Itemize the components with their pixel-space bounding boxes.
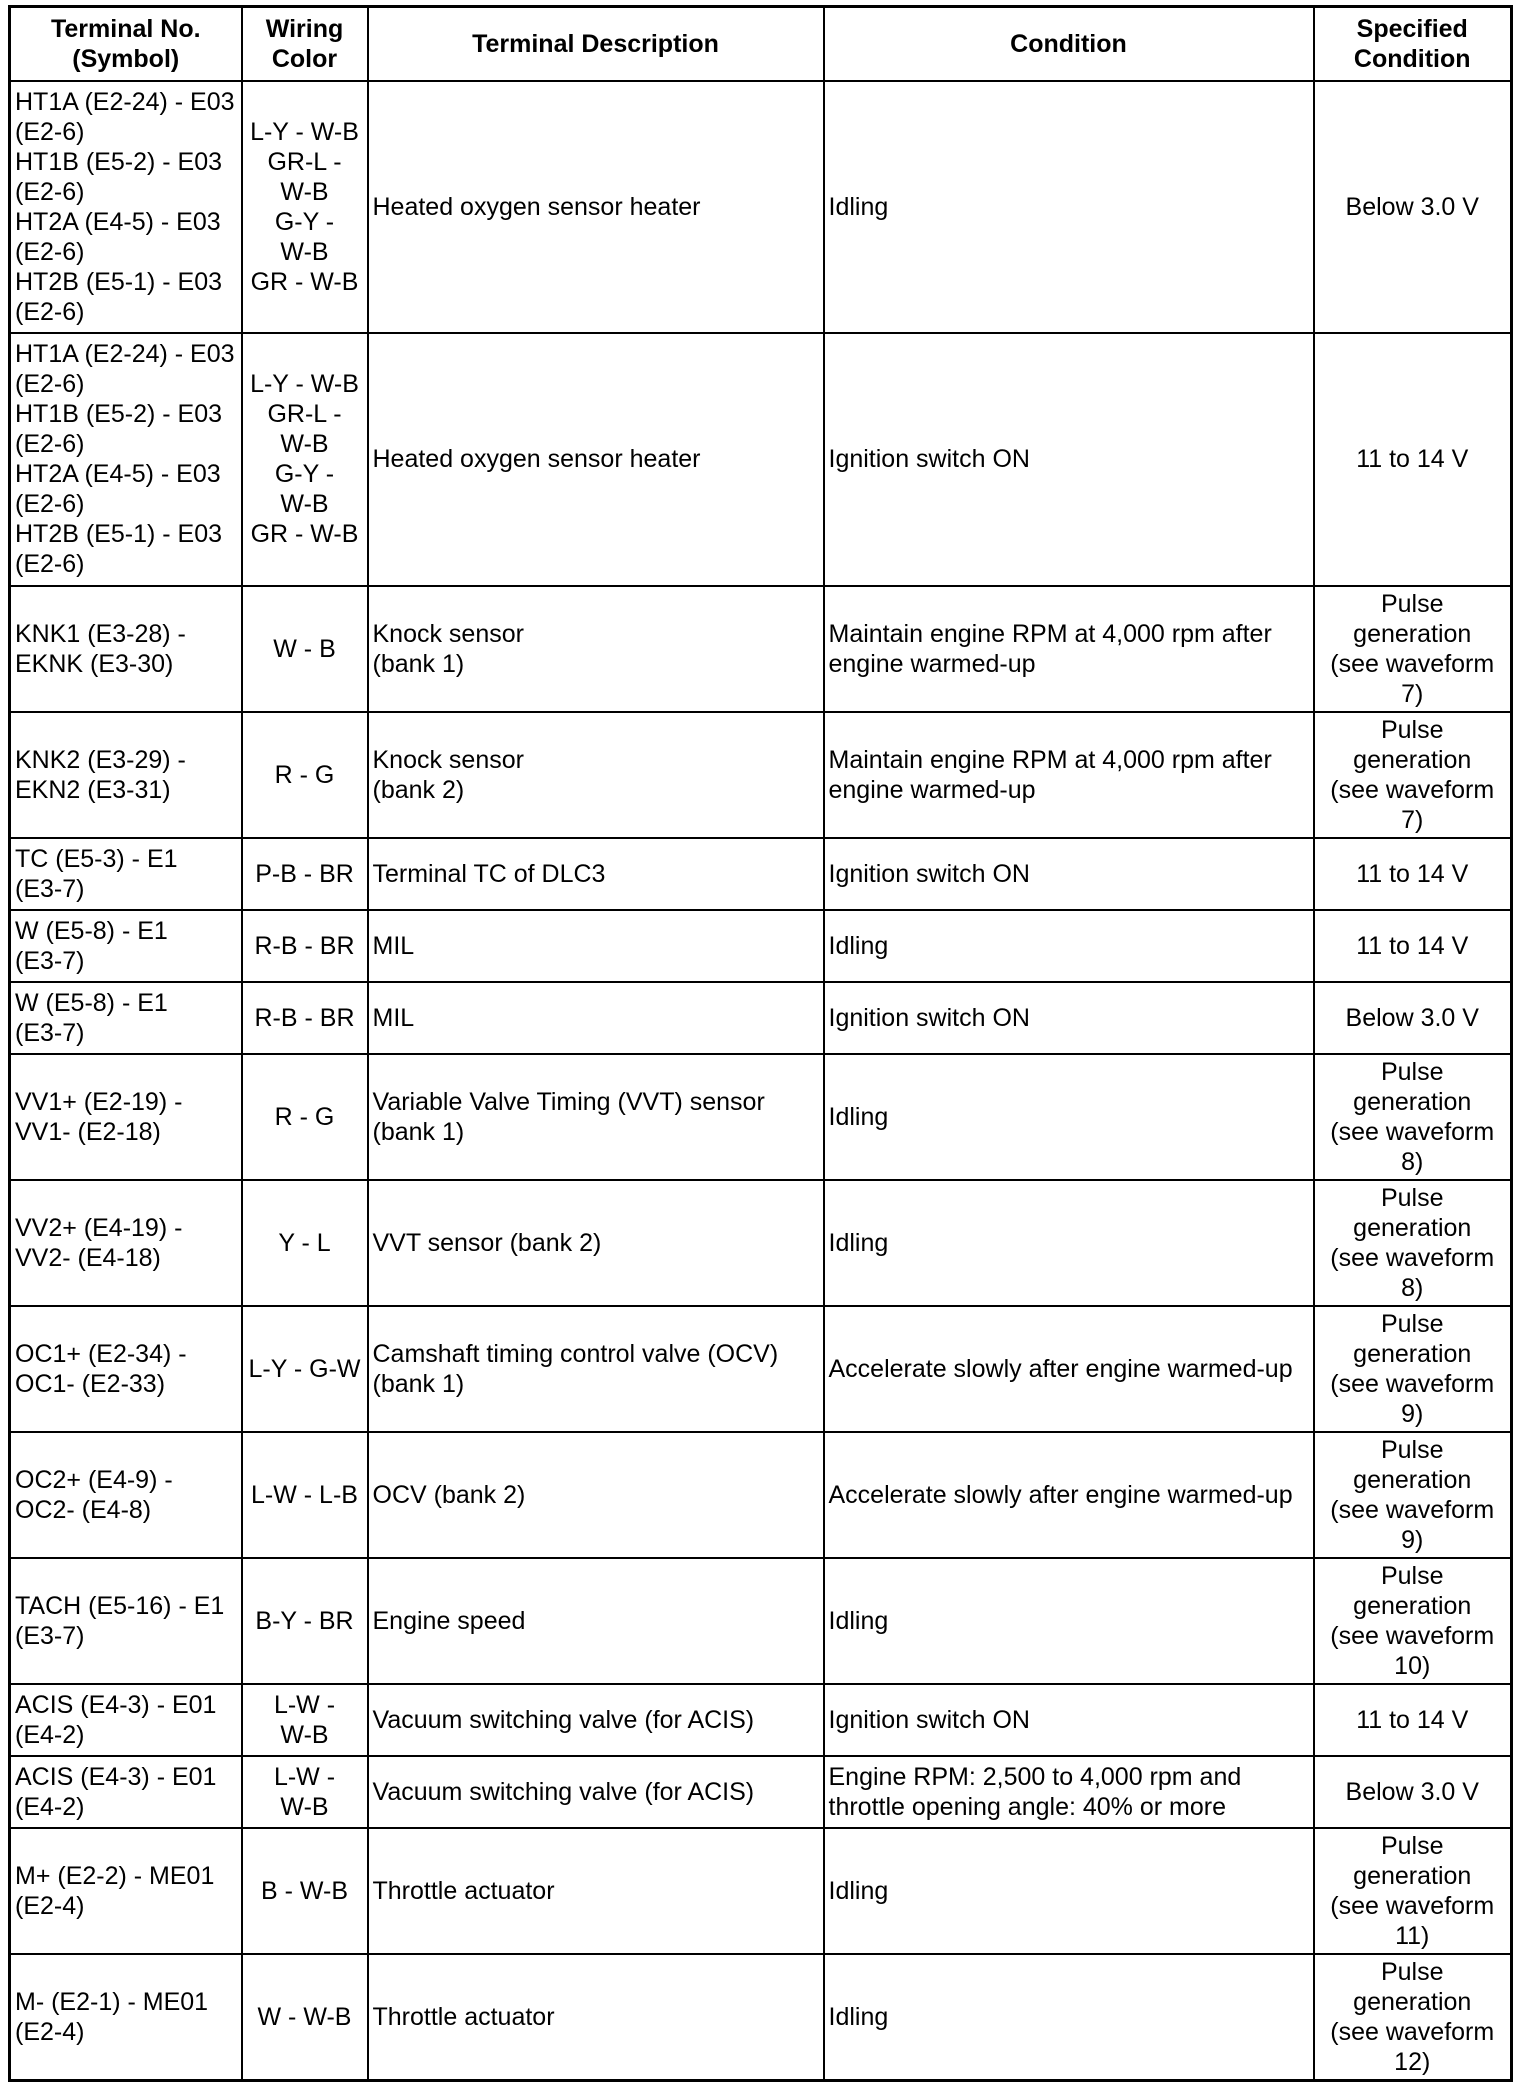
cell-specified-condition: Pulse generation (see waveform 7) <box>1314 712 1512 838</box>
cell-terminal-no: ACIS (E4-3) - E01 (E4-2) <box>10 1684 242 1756</box>
table-row <box>10 586 1512 712</box>
cell-terminal-description: MIL <box>368 982 824 1054</box>
cell-wiring-color: R - G <box>242 1054 368 1180</box>
cell-condition: Idling <box>824 1180 1314 1306</box>
cell-terminal-no: HT1A (E2-24) - E03 (E2-6) HT1B (E5-2) - E03 (E2-6) HT2A (E4-5) - E03 (E2-6) HT2B (E5-1) - E03 (E2-6) <box>10 333 242 586</box>
cell-terminal-description: OCV (bank 2) <box>368 1432 824 1558</box>
cell-terminal-description: MIL <box>368 910 824 982</box>
cell-condition: Ignition switch ON <box>824 982 1314 1054</box>
cell-terminal-no: M- (E2-1) - ME01 (E2-4) <box>10 1954 242 2081</box>
cell-condition: Maintain engine RPM at 4,000 rpm after engine warmed-up <box>824 586 1314 712</box>
table-row <box>10 1180 1512 1306</box>
cell-condition: Accelerate slowly after engine warmed-up <box>824 1306 1314 1432</box>
cell-terminal-description: Heated oxygen sensor heater <box>368 333 824 586</box>
cell-terminal-description: Throttle actuator <box>368 1954 824 2081</box>
cell-terminal-description: Vacuum switching valve (for ACIS) <box>368 1756 824 1828</box>
table-row <box>10 1684 1512 1756</box>
table-row <box>10 838 1512 910</box>
cell-wiring-color: L-W - L-B <box>242 1432 368 1558</box>
cell-wiring-color: L-Y - G-W <box>242 1306 368 1432</box>
terminal-inspection-table <box>8 5 1513 2082</box>
cell-specified-condition: Pulse generation (see waveform 10) <box>1314 1558 1512 1684</box>
cell-specified-condition: Pulse generation (see waveform 11) <box>1314 1828 1512 1954</box>
cell-terminal-description: Knock sensor (bank 1) <box>368 586 824 712</box>
cell-condition: Engine RPM: 2,500 to 4,000 rpm and throttle opening angle: 40% or more <box>824 1756 1314 1828</box>
cell-terminal-no: KNK2 (E3-29) - EKN2 (E3-31) <box>10 712 242 838</box>
cell-wiring-color: Y - L <box>242 1180 368 1306</box>
table-row <box>10 982 1512 1054</box>
cell-wiring-color: R-B - BR <box>242 982 368 1054</box>
cell-terminal-no: TC (E5-3) - E1 (E3-7) <box>10 838 242 910</box>
header-wiring-color: Wiring Color <box>242 7 368 81</box>
cell-condition: Ignition switch ON <box>824 333 1314 586</box>
cell-terminal-no: TACH (E5-16) - E1 (E3-7) <box>10 1558 242 1684</box>
cell-wiring-color: L-W - W-B <box>242 1684 368 1756</box>
cell-specified-condition: Pulse generation (see waveform 7) <box>1314 586 1512 712</box>
cell-wiring-color: L-W - W-B <box>242 1756 368 1828</box>
cell-wiring-color: B-Y - BR <box>242 1558 368 1684</box>
cell-terminal-no: OC1+ (E2-34) - OC1- (E2-33) <box>10 1306 242 1432</box>
cell-condition: Idling <box>824 1954 1314 2081</box>
cell-terminal-description: Terminal TC of DLC3 <box>368 838 824 910</box>
table-row <box>10 1954 1512 2081</box>
cell-condition: Idling <box>824 1828 1314 1954</box>
header-terminal-no: Terminal No. (Symbol) <box>10 7 242 81</box>
cell-terminal-description: Knock sensor (bank 2) <box>368 712 824 838</box>
cell-specified-condition: Pulse generation (see waveform 8) <box>1314 1180 1512 1306</box>
cell-wiring-color: R-B - BR <box>242 910 368 982</box>
header-terminal-description: Terminal Description <box>368 7 824 81</box>
cell-specified-condition: 11 to 14 V <box>1314 910 1512 982</box>
cell-condition: Maintain engine RPM at 4,000 rpm after engine warmed-up <box>824 712 1314 838</box>
cell-condition: Ignition switch ON <box>824 1684 1314 1756</box>
cell-specified-condition: 11 to 14 V <box>1314 838 1512 910</box>
cell-specified-condition: Below 3.0 V <box>1314 982 1512 1054</box>
cell-terminal-no: VV2+ (E4-19) - VV2- (E4-18) <box>10 1180 242 1306</box>
cell-specified-condition: 11 to 14 V <box>1314 333 1512 586</box>
cell-wiring-color: P-B - BR <box>242 838 368 910</box>
table-row <box>10 1828 1512 1954</box>
cell-wiring-color: R - G <box>242 712 368 838</box>
cell-wiring-color: B - W-B <box>242 1828 368 1954</box>
cell-terminal-description: Vacuum switching valve (for ACIS) <box>368 1684 824 1756</box>
cell-condition: Idling <box>824 1054 1314 1180</box>
table-row <box>10 333 1512 586</box>
header-row <box>10 7 1512 81</box>
cell-specified-condition: Pulse generation (see waveform 12) <box>1314 1954 1512 2081</box>
table-row <box>10 712 1512 838</box>
header-condition: Condition <box>824 7 1314 81</box>
cell-specified-condition: Below 3.0 V <box>1314 1756 1512 1828</box>
cell-terminal-no: OC2+ (E4-9) - OC2- (E4-8) <box>10 1432 242 1558</box>
table-row <box>10 910 1512 982</box>
cell-wiring-color: L-Y - W-B GR-L - W-B G-Y - W-B GR - W-B <box>242 333 368 586</box>
table-row <box>10 1054 1512 1180</box>
cell-terminal-description: Engine speed <box>368 1558 824 1684</box>
cell-specified-condition: 11 to 14 V <box>1314 1684 1512 1756</box>
cell-condition: Idling <box>824 81 1314 333</box>
cell-terminal-no: VV1+ (E2-19) - VV1- (E2-18) <box>10 1054 242 1180</box>
cell-terminal-description: Throttle actuator <box>368 1828 824 1954</box>
table-row <box>10 1558 1512 1684</box>
cell-specified-condition: Pulse generation (see waveform 9) <box>1314 1432 1512 1558</box>
cell-terminal-description: Camshaft timing control valve (OCV) (bank 1) <box>368 1306 824 1432</box>
cell-terminal-description: Variable Valve Timing (VVT) sensor (bank 1) <box>368 1054 824 1180</box>
cell-terminal-no: M+ (E2-2) - ME01 (E2-4) <box>10 1828 242 1954</box>
cell-wiring-color: W - W-B <box>242 1954 368 2081</box>
cell-wiring-color: L-Y - W-B GR-L - W-B G-Y - W-B GR - W-B <box>242 81 368 333</box>
cell-terminal-description: Heated oxygen sensor heater <box>368 81 824 333</box>
cell-wiring-color: W - B <box>242 586 368 712</box>
cell-terminal-no: KNK1 (E3-28) - EKNK (E3-30) <box>10 586 242 712</box>
cell-terminal-no: W (E5-8) - E1 (E3-7) <box>10 910 242 982</box>
cell-specified-condition: Pulse generation (see waveform 9) <box>1314 1306 1512 1432</box>
header-specified-condition: Specified Condition <box>1314 7 1512 81</box>
table-row <box>10 81 1512 333</box>
cell-condition: Ignition switch ON <box>824 838 1314 910</box>
table-row <box>10 1306 1512 1432</box>
cell-terminal-no: ACIS (E4-3) - E01 (E4-2) <box>10 1756 242 1828</box>
cell-specified-condition: Below 3.0 V <box>1314 81 1512 333</box>
table-row <box>10 1432 1512 1558</box>
cell-terminal-description: VVT sensor (bank 2) <box>368 1180 824 1306</box>
table-row <box>10 1756 1512 1828</box>
cell-condition: Idling <box>824 1558 1314 1684</box>
cell-terminal-no: W (E5-8) - E1 (E3-7) <box>10 982 242 1054</box>
cell-condition: Accelerate slowly after engine warmed-up <box>824 1432 1314 1558</box>
cell-specified-condition: Pulse generation (see waveform 8) <box>1314 1054 1512 1180</box>
cell-terminal-no: HT1A (E2-24) - E03 (E2-6) HT1B (E5-2) - E03 (E2-6) HT2A (E4-5) - E03 (E2-6) HT2B (E5-1) - E03 (E2-6) <box>10 81 242 333</box>
cell-condition: Idling <box>824 910 1314 982</box>
